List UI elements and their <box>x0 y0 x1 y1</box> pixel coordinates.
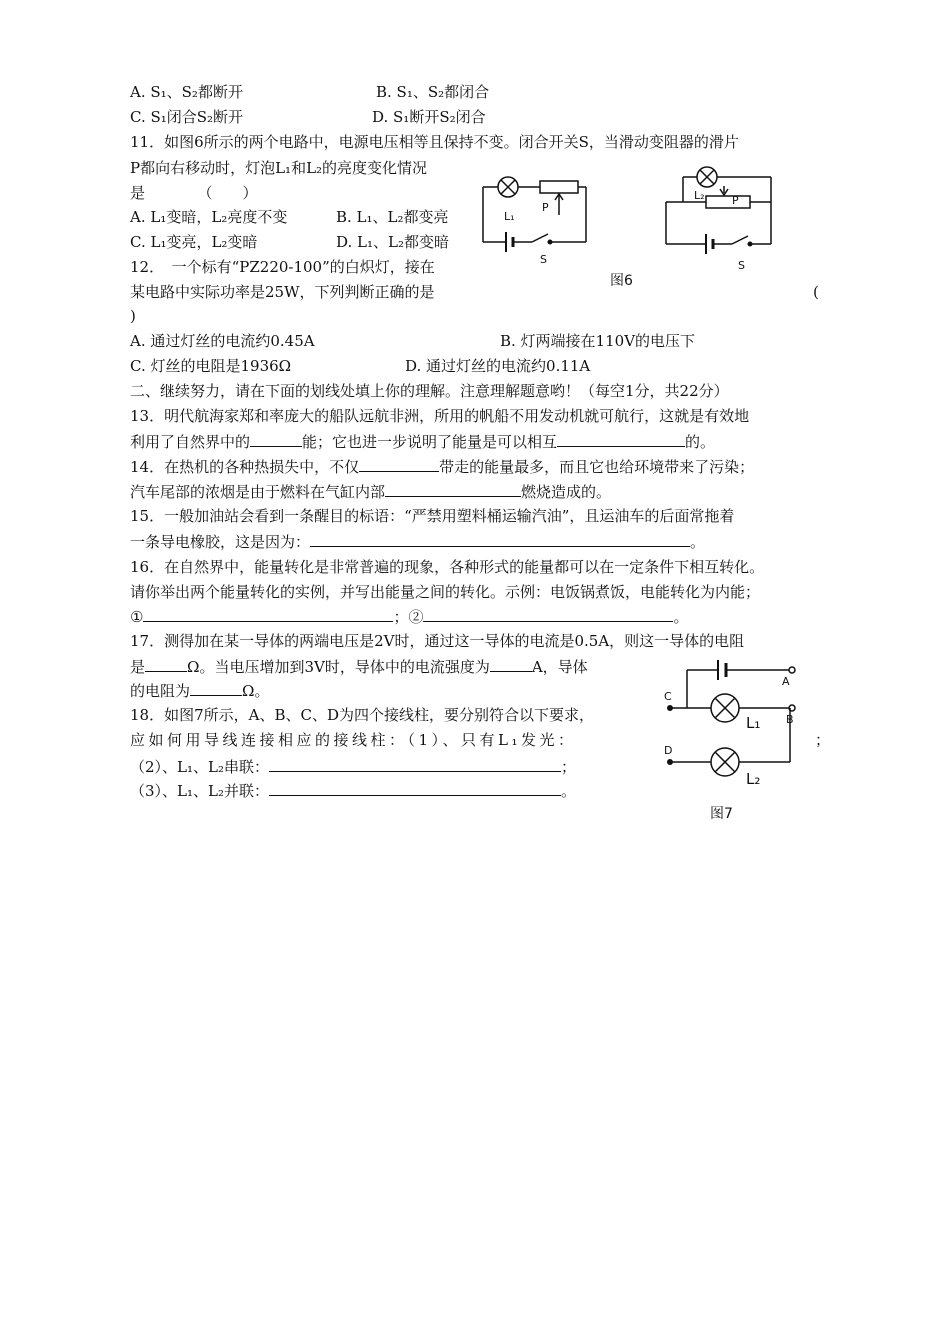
fig7-lamp2-label: L₂ <box>746 770 761 787</box>
q18-blank-series[interactable] <box>269 756 561 772</box>
q12-paren-close: ) <box>130 307 136 325</box>
fig7-terminal-c: C <box>664 690 672 703</box>
q13-stem-line1: 13．明代航海家郑和率庞大的船队远航非洲，所用的帆船不用发动机就可航行，这就是有效地 <box>130 407 750 425</box>
q16-text-c: 。 <box>673 608 689 626</box>
fig7-caption: 图7 <box>710 806 733 822</box>
q17-text-b: Ω。当电压增加到3V时，导体中的电流强度为 <box>187 658 490 676</box>
q15-text-b: 。 <box>690 533 706 551</box>
q12-option-c: C. 灯丝的电阻是1936Ω <box>130 357 292 375</box>
q12-option-b: B. 灯两端接在110V的电压下 <box>500 332 696 350</box>
fig6-right-slider-label: P <box>732 194 739 207</box>
q12-option-a: A. 通过灯丝的电流约0.45A <box>130 332 315 350</box>
fig7-terminal-d: D <box>664 744 673 757</box>
q17-blank-2[interactable] <box>490 656 532 672</box>
q18-blank-parallel[interactable] <box>269 780 561 796</box>
q11-stem-line2: P都向右移动时，灯泡L₁和L₂的亮度变化情况 <box>130 159 428 177</box>
q18-line2-end: ； <box>815 731 831 749</box>
q16-stem-line2: 请你举出两个能量转化的实例，并写出能量之间的转化。示例：电饭锅煮饭，电能转化为内能； <box>130 583 761 601</box>
q18-text-3: （3）、L₁、L₂并联： <box>130 782 269 800</box>
q16-blank-1[interactable] <box>143 606 393 622</box>
q10-option-a: A. S₁、S₂都断开 <box>130 83 243 101</box>
section-2-heading: 二、继续努力，请在下面的划线处填上你的理解。注意理解题意哟！（每空1分，共22分） <box>130 382 729 400</box>
q13-text-b: 能；它也进一步说明了能量是可以相互 <box>302 433 558 451</box>
fig6-left-lamp-label: L₁ <box>504 210 515 223</box>
fig7-lamp1-label: L₁ <box>746 714 761 732</box>
q11-option-c: C. L₁变亮，L₂变暗 <box>130 233 258 251</box>
q17-text-d: 的电阻为 <box>130 682 191 700</box>
fig7-terminal-b: B <box>786 713 794 726</box>
q16-text-a: ① <box>130 608 144 626</box>
q16-text-b: ；② <box>393 608 424 626</box>
fig7-terminal-a: A <box>782 675 790 688</box>
q12-stem-line1: 12． 一个标有“PZ220-100”的白炽灯，接在 <box>130 258 435 276</box>
q14-blank-1[interactable] <box>359 456 439 472</box>
q15-stem-line1: 15．一般加油站会看到一条醒目的标语：“严禁用塑料桶运输汽油”，且运油车的后面常拖着 <box>130 507 735 525</box>
q13-line2 <box>130 431 715 452</box>
q18-line3 <box>130 756 576 777</box>
q14-text-a: 14．在热机的各种热损失中，不仅 <box>130 458 360 476</box>
q18-text-2: （2）、L₁、L₂串联： <box>130 758 269 776</box>
q18-stem-line1: 18．如图7所示，A、B、C、D为四个接线柱，要分别符合以下要求， <box>130 706 594 724</box>
q10-option-d: D. S₁断开S₂闭合 <box>372 108 486 126</box>
q15-blank[interactable] <box>310 531 690 547</box>
q11-stem-line3: 是 （ ） <box>130 184 258 202</box>
q17-line3 <box>130 680 269 701</box>
q13-text-a: 利用了自然界中的 <box>130 433 251 451</box>
q11-option-b: B. L₁、L₂都变亮 <box>336 208 449 226</box>
q17-line2 <box>130 656 588 677</box>
fig6-left-circuit <box>483 177 586 252</box>
fig6-left-switch-label: S <box>540 253 547 266</box>
figure-7 <box>660 652 810 787</box>
q14-line2 <box>130 481 611 502</box>
q15-text-a: 一条导电橡胶，这是因为： <box>130 533 311 551</box>
q12-option-d: D. 通过灯丝的电流约0.11A <box>405 357 591 375</box>
fig6-right-circuit <box>666 167 771 254</box>
q14-line1 <box>130 456 754 477</box>
q18-text-2-end: ； <box>561 758 577 776</box>
q18-text-3-end: 。 <box>561 782 577 800</box>
q13-text-c: 的。 <box>685 433 716 451</box>
q17-text-c: A，导体 <box>531 658 588 676</box>
q13-blank-1[interactable] <box>250 431 302 447</box>
q16-line3 <box>130 606 688 627</box>
q11-option-a: A. L₁变暗，L₂亮度不变 <box>130 208 288 226</box>
fig6-right-switch-label: S <box>738 259 745 272</box>
q11-option-d: D. L₁、L₂都变暗 <box>336 233 449 251</box>
q14-text-b: 带走的能量最多，而且它也给环境带来了污染； <box>439 458 755 476</box>
q10-option-b: B. S₁、S₂都闭合 <box>376 83 490 101</box>
q18-stem-line2: 应如何用导线连接相应的接线柱：（1）、只有L₁发光： <box>130 731 577 749</box>
q17-blank-3[interactable] <box>190 680 242 696</box>
fig6-left-slider-label: P <box>542 201 549 214</box>
q12-paren-open: ( <box>813 283 819 301</box>
q17-text-a: 是 <box>130 658 146 676</box>
q13-blank-2[interactable] <box>557 431 685 447</box>
q16-blank-2[interactable] <box>423 606 673 622</box>
q14-text-c: 汽车尾部的浓烟是由于燃料在气缸内部 <box>130 483 386 501</box>
fig6-caption: 图6 <box>610 273 633 289</box>
q12-stem-line2: 某电路中实际功率是25W，下列判断正确的是 <box>130 283 435 301</box>
q15-line2 <box>130 531 705 552</box>
q10-option-c: C. S₁闭合S₂断开 <box>130 108 244 126</box>
q16-stem-line1: 16．在自然界中，能量转化是非常普遍的现象，各种形式的能量都可以在一定条件下相互转化。 <box>130 558 765 576</box>
q18-line4 <box>130 780 576 801</box>
q17-blank-1[interactable] <box>145 656 187 672</box>
q11-stem-line1: 11．如图6所示的两个电路中，电源电压相等且保持不变。闭合开关S，当滑动变阻器的滑片 <box>130 133 739 151</box>
q14-text-d: 燃烧造成的。 <box>521 483 612 501</box>
q17-text-e: Ω。 <box>242 682 270 700</box>
q14-blank-2[interactable] <box>385 481 521 497</box>
fig6-right-lamp-label: L₂ <box>694 189 705 202</box>
q17-stem-line1: 17．测得加在某一导体的两端电压是2V时，通过这一导体的电流是0.5A，则这一导体的电阻 <box>130 632 745 650</box>
